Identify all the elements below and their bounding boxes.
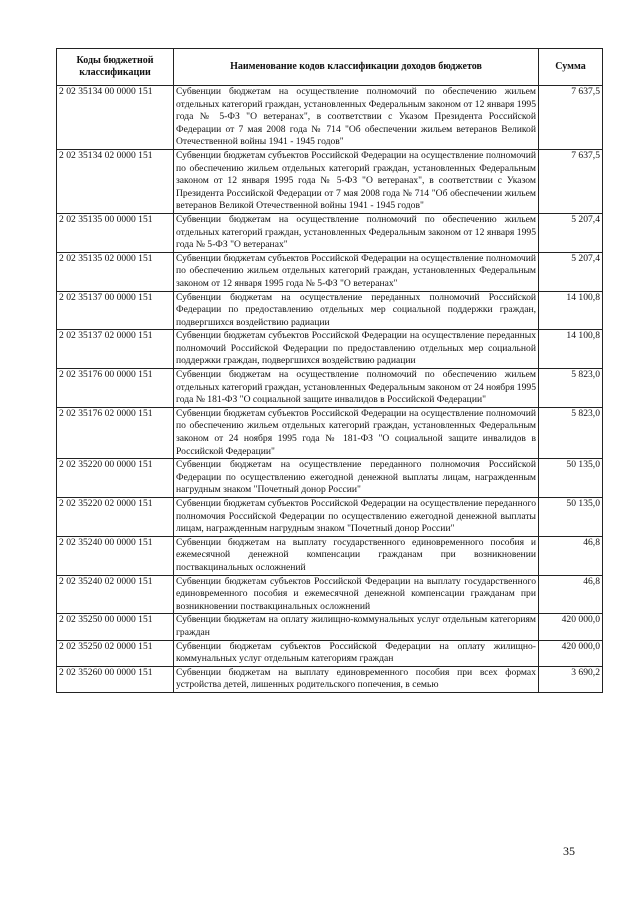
row-sum: 420 000,0 [539, 640, 603, 666]
row-code: 2 02 35220 00 0000 151 [57, 459, 174, 498]
table-row [57, 498, 603, 537]
row-name: Субвенции бюджетам на осуществление переданного полномочия Российской Федерации по осуществлению ежегодной денежной выплаты лицам, награжденным нагрудным знаком "Почетный донор России" [174, 459, 539, 498]
row-code: 2 02 35134 02 0000 151 [57, 149, 174, 213]
row-name: Субвенции бюджетам на осуществление полномочий по обеспечению жильем отдельных категорий граждан, установленных Федеральным законом от 24 ноября 1995 года № 181-ФЗ "О социальной защите инвалидов в Российской Федерации" [174, 369, 539, 408]
row-code: 2 02 35250 02 0000 151 [57, 640, 174, 666]
table-row [57, 86, 603, 150]
row-sum: 46,8 [539, 536, 603, 575]
page-number: 35 [563, 844, 575, 858]
table-row [57, 666, 603, 692]
row-sum: 7 637,5 [539, 86, 603, 150]
row-name: Субвенции бюджетам на оплату жилищно-коммунальных услуг отдельным категориям граждан [174, 614, 539, 640]
row-name: Субвенции бюджетам субъектов Российской Федерации на осуществление переданных полномочий Российской Федерации по предоставлению отдельных мер социальной поддержки граждан, подвергшихся воздействию радиации [174, 330, 539, 369]
row-name: Субвенции бюджетам на осуществление полномочий по обеспечению жильем отдельных категорий граждан, установленных Федеральным законом от 12 января 1995 года № 5-ФЗ "О ветеранах", в соответствии с Указом Президента Российской Федерации от 7 мая 2008 года № 714 "Об обеспечении жильем ветеранов Великой Отечественной войны 1941 - 1945 годов" [174, 86, 539, 150]
table-row [57, 213, 603, 252]
row-name: Субвенции бюджетам субъектов Российской Федерации на выплату государственного единовременного пособия и ежемесячной денежной компенсации гражданам при возникновении поствакцинальных осложнений [174, 575, 539, 614]
table-row [57, 614, 603, 640]
row-sum: 5 207,4 [539, 213, 603, 252]
row-sum: 7 637,5 [539, 149, 603, 213]
row-code: 2 02 35250 00 0000 151 [57, 614, 174, 640]
row-name: Субвенции бюджетам субъектов Российской Федерации на осуществление полномочий по обеспечению жильем отдельных категорий граждан, установленных Федеральным законом от 24 ноября 1995 года № 181-ФЗ "О социальной защите инвалидов в Российской Федерации" [174, 407, 539, 458]
row-code: 2 02 35135 02 0000 151 [57, 252, 174, 291]
table-row [57, 369, 603, 408]
row-name: Субвенции бюджетам субъектов Российской Федерации на оплату жилищно-коммунальных услуг отдельным категориям граждан [174, 640, 539, 666]
row-code: 2 02 35176 00 0000 151 [57, 369, 174, 408]
row-sum: 14 100,8 [539, 330, 603, 369]
row-code: 2 02 35240 02 0000 151 [57, 575, 174, 614]
table-row [57, 149, 603, 213]
row-code: 2 02 35260 00 0000 151 [57, 666, 174, 692]
budget-table [56, 48, 603, 693]
table-row [57, 640, 603, 666]
row-sum: 50 135,0 [539, 459, 603, 498]
row-name: Субвенции бюджетам субъектов Российской Федерации на осуществление полномочий по обеспечению жильем отдельных категорий граждан, установленных Федеральным законом от 12 января 1995 года № 5-ФЗ "О ветеранах", в соответствии с Указом Президента Российской Федерации от 7 мая 2008 года № 714 "Об обеспечении жильем ветеранов Великой Отечественной войны 1941 - 1945 годов" [174, 149, 539, 213]
row-name: Субвенции бюджетам на выплату государственного единовременного пособия и ежемесячной денежной компенсации гражданам при возникновении поствакцинальных осложнений [174, 536, 539, 575]
row-code: 2 02 35135 00 0000 151 [57, 213, 174, 252]
row-sum: 420 000,0 [539, 614, 603, 640]
table-row [57, 459, 603, 498]
row-code: 2 02 35137 00 0000 151 [57, 291, 174, 330]
row-sum: 50 135,0 [539, 498, 603, 537]
row-sum: 3 690,2 [539, 666, 603, 692]
table-row [57, 291, 603, 330]
table-row [57, 252, 603, 291]
table-row [57, 536, 603, 575]
table-header-row [57, 49, 603, 86]
row-sum: 46,8 [539, 575, 603, 614]
row-code: 2 02 35134 00 0000 151 [57, 86, 174, 150]
header-sum: Сумма [539, 49, 603, 86]
row-sum: 5 823,0 [539, 407, 603, 458]
row-code: 2 02 35176 02 0000 151 [57, 407, 174, 458]
table-row [57, 330, 603, 369]
row-name: Субвенции бюджетам на осуществление переданных полномочий Российской Федерации по предоставлению отдельных мер социальной поддержки граждан, подвергшихся воздействию радиации [174, 291, 539, 330]
row-sum: 14 100,8 [539, 291, 603, 330]
row-code: 2 02 35220 02 0000 151 [57, 498, 174, 537]
row-name: Субвенции бюджетам субъектов Российской Федерации на осуществление переданного полномочия Российской Федерации по осуществлению ежегодной денежной выплаты лицам, награжденным нагрудным знаком "Почетный донор России" [174, 498, 539, 537]
header-code: Коды бюджетной классификации [57, 49, 174, 86]
row-code: 2 02 35137 02 0000 151 [57, 330, 174, 369]
row-name: Субвенции бюджетам субъектов Российской Федерации на осуществление полномочий по обеспечению жильем отдельных категорий граждан, установленных Федеральным законом от 12 января 1995 года № 5-ФЗ "О ветеранах" [174, 252, 539, 291]
table-row [57, 407, 603, 458]
table-row [57, 575, 603, 614]
row-sum: 5 823,0 [539, 369, 603, 408]
row-code: 2 02 35240 00 0000 151 [57, 536, 174, 575]
row-name: Субвенции бюджетам на осуществление полномочий по обеспечению жильем отдельных категорий граждан, установленных Федеральным законом от 12 января 1995 года № 5-ФЗ "О ветеранах" [174, 213, 539, 252]
row-sum: 5 207,4 [539, 252, 603, 291]
row-name: Субвенции бюджетам на выплату единовременного пособия при всех формах устройства детей, лишенных родительского попечения, в семью [174, 666, 539, 692]
header-name: Наименование кодов классификации доходов бюджетов [174, 49, 539, 86]
